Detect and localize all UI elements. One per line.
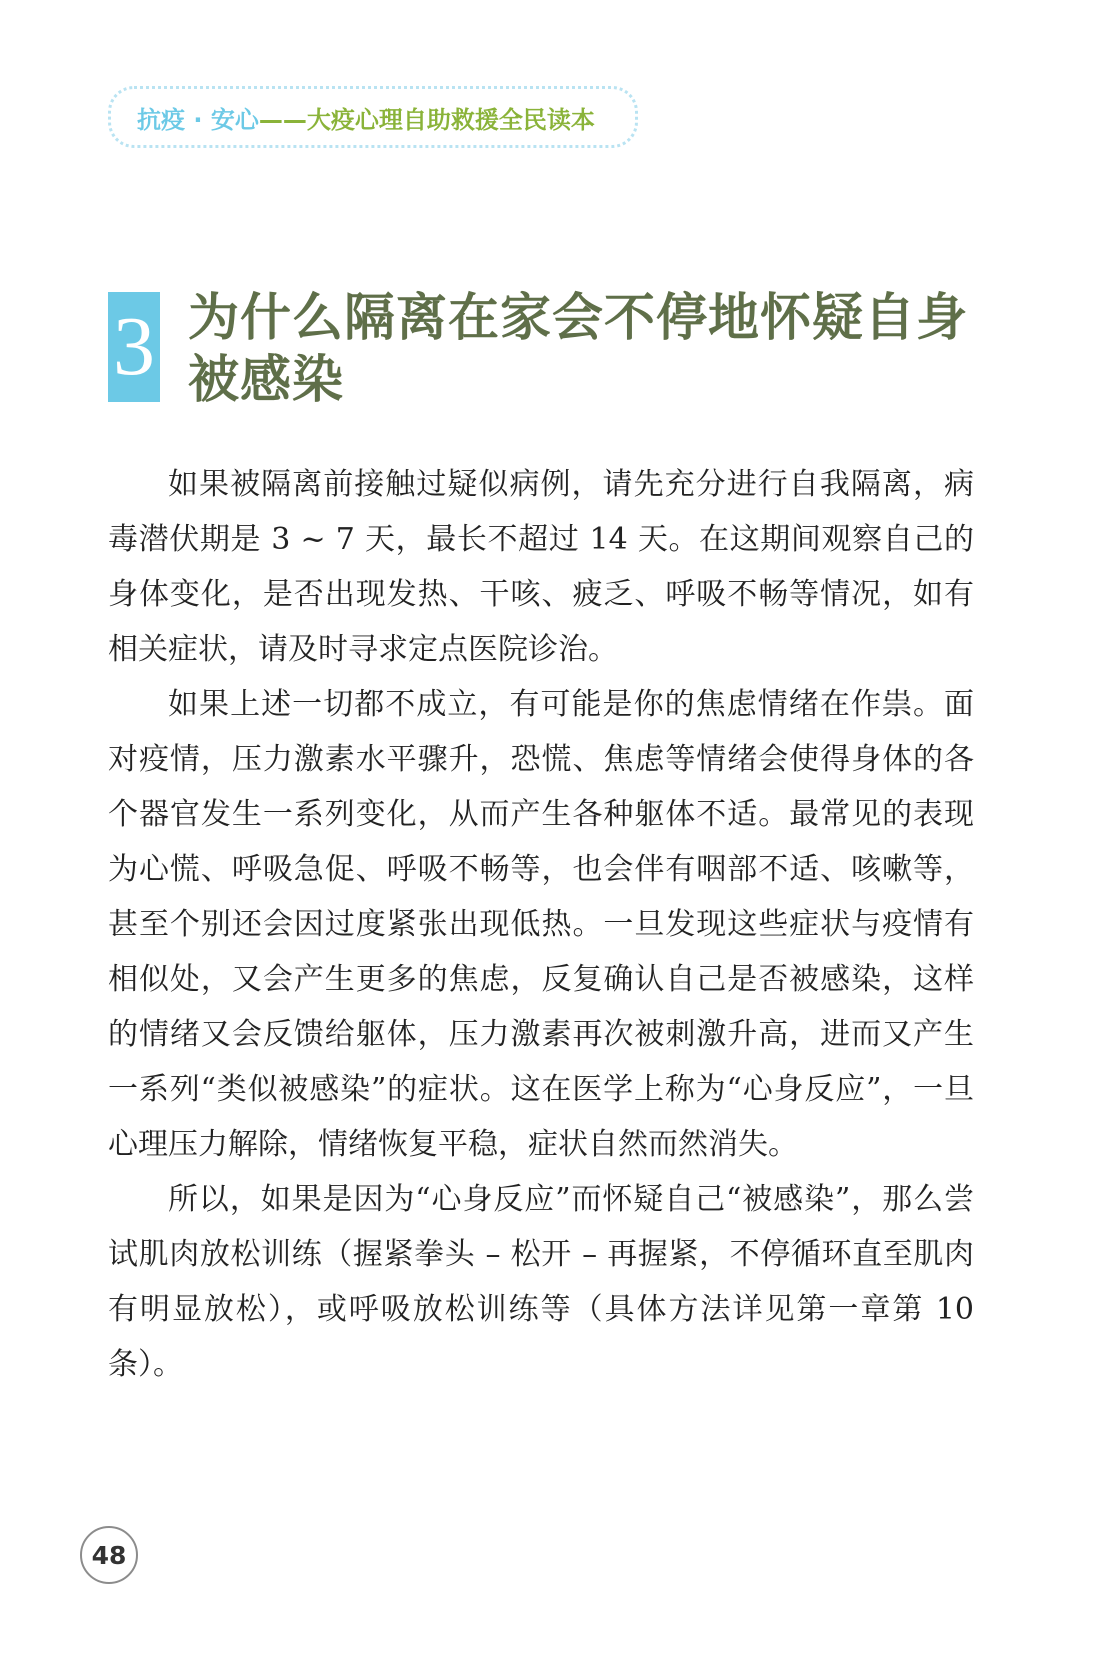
section-title: 为什么隔离在家会不停地怀疑自身被感染 <box>188 289 969 410</box>
page-number: 48 <box>80 1526 138 1584</box>
section-number-block <box>108 292 160 402</box>
running-header <box>108 86 638 148</box>
paragraph: 如果上述一切都不成立，有可能是你的焦虑情绪在作祟。面对疫情，压力激素水平骤升，恐慌、焦虑等情绪会使得身体的各个器官发生一系列变化，从而产生各种躯体不适。最常见的表现为心慌、呼吸急促、呼吸不畅等，也会伴有咽部不适、咳嗽等，甚至个别还会因过度紧张出现低热。一旦发现这些症状与疫情有相似处，又会产生更多的焦虑，反复确认自己是否被感染，这样的情绪又会反馈给躯体，压力激素再次被刺激升高，进而又产生一系列“类似被感染”的症状。这在医学上称为“心身反应”，一旦心理压力解除，情绪恢复平稳，症状自然而然消失。 <box>108 687 974 1162</box>
body-text <box>108 457 974 1392</box>
paragraph: 所以，如果是因为“心身反应”而怀疑自己“被感染”，那么尝试肌肉放松训练（握紧拳头 – 松开 – 再握紧，不停循环直至肌肉有明显放松），或呼吸放松训练等（具体方法详见第一章第 10 条）。 <box>108 1182 974 1382</box>
series-name: 抗疫 · 安心 <box>137 105 259 134</box>
section-number: 3 <box>113 300 155 393</box>
paragraph: 如果被隔离前接触过疑似病例，请先充分进行自我隔离，病毒潜伏期是 3 ~ 7 天，最长不超过 14 天。在这期间观察自己的身体变化，是否出现发热、干咳、疲乏、呼吸不畅等情况，如有相关症状，请及时寻求定点医院诊治。 <box>108 467 974 667</box>
book-title: ——大疫心理自助救援全民读本 <box>258 105 595 134</box>
